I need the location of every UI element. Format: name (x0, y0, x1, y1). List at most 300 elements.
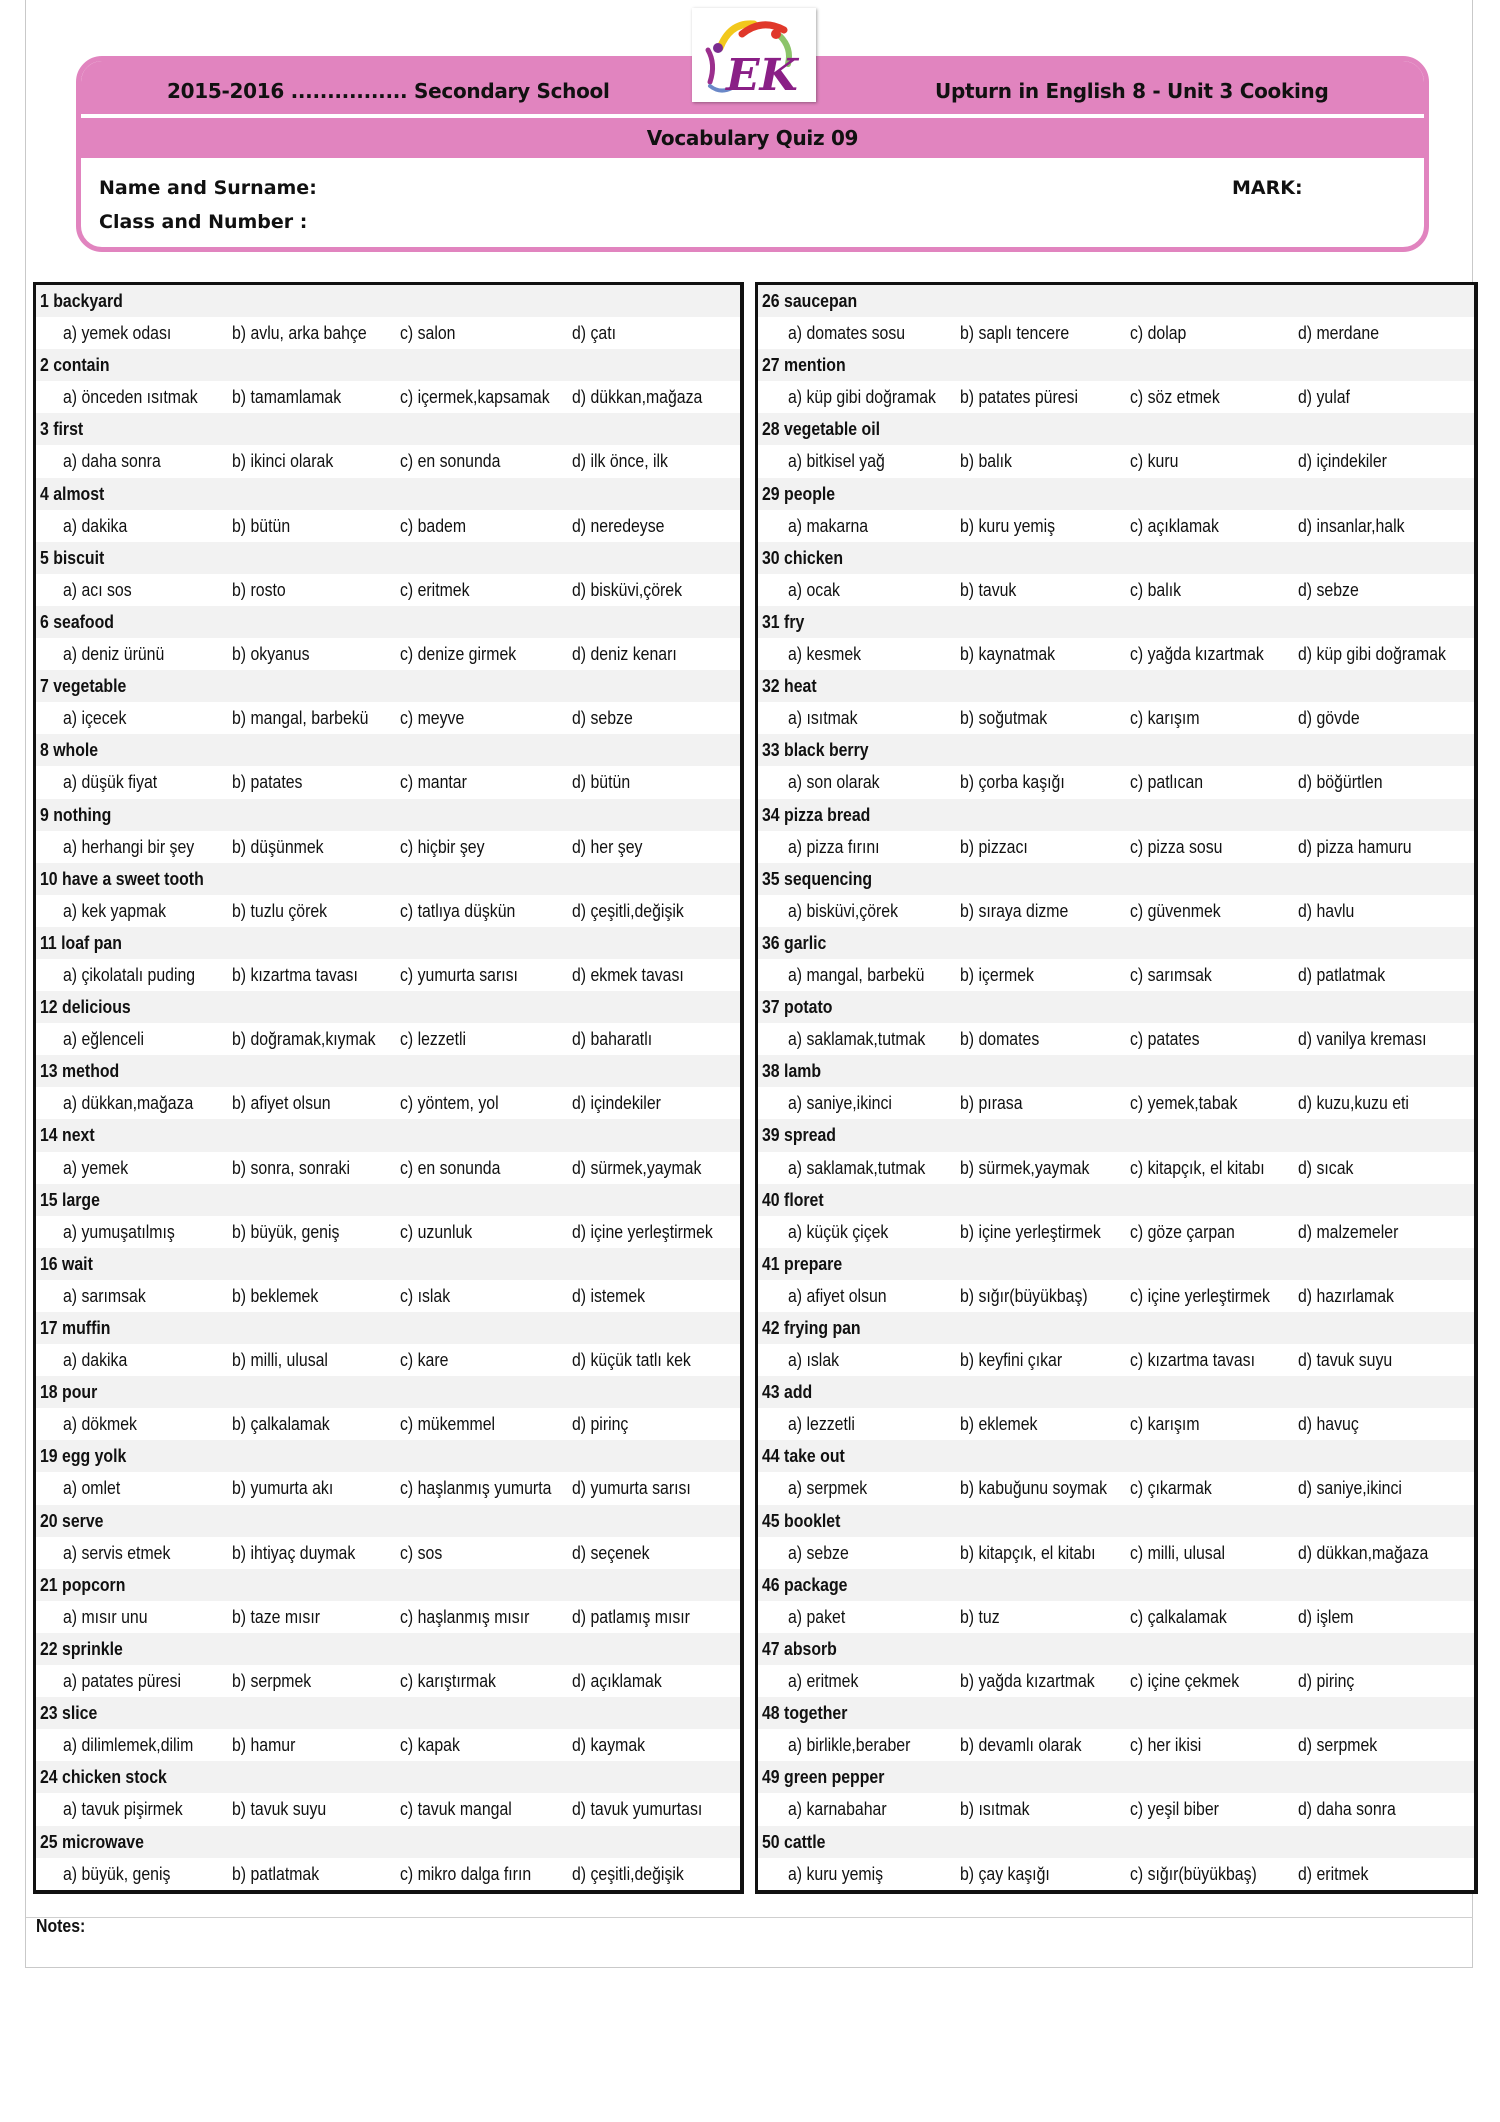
question-row (36, 927, 740, 959)
option-b[interactable]: b) kaynatmak (960, 644, 1056, 665)
question-word (760, 734, 883, 766)
option-a[interactable]: a) ıslak (788, 1350, 840, 1371)
option-a[interactable]: a) pizza fırını (788, 836, 880, 857)
options-row (758, 381, 1474, 413)
option-a[interactable]: a) mısır unu (63, 1606, 148, 1627)
option-d[interactable]: d) kuzu,kuzu eti (1298, 1093, 1409, 1114)
option-a[interactable]: a) tavuk pişirmek (63, 1799, 183, 1820)
options-row (758, 959, 1474, 991)
question-word (760, 1697, 859, 1729)
mark-label: MARK: (1232, 177, 1303, 199)
question-row (758, 1569, 1474, 1601)
option-d[interactable]: d) böğürtlen (1298, 772, 1383, 793)
option-d[interactable]: d) bisküvi,çörek (572, 579, 683, 600)
option-b[interactable]: b) saplı tencere (960, 323, 1070, 344)
option-c[interactable]: c) her ikisi (1130, 1735, 1202, 1756)
option-b[interactable]: b) yumurta akı (232, 1478, 334, 1499)
option-a[interactable]: a) dakika (63, 1350, 128, 1371)
options-row (758, 1152, 1474, 1184)
option-c[interactable]: c) kızartma tavası (1130, 1350, 1255, 1371)
option-a[interactable]: a) ocak (788, 579, 840, 600)
option-c[interactable]: c) lezzetli (400, 1029, 467, 1050)
question-number: 47 (762, 1638, 780, 1659)
option-a[interactable]: a) sebze (788, 1542, 849, 1563)
question-row (758, 863, 1474, 895)
option-d[interactable]: d) yulaf (1298, 387, 1350, 408)
question-row (36, 734, 740, 766)
option-d[interactable]: d) içindekiler (572, 1093, 661, 1114)
option-b[interactable]: b) tuz (960, 1606, 1000, 1627)
question-term: contain (53, 355, 110, 376)
option-b[interactable]: b) çorba kaşığı (960, 772, 1065, 793)
option-d[interactable]: d) sebze (1298, 579, 1359, 600)
option-b[interactable]: b) hamur (232, 1735, 296, 1756)
question-word (760, 1505, 851, 1537)
option-b[interactable]: b) pizzacı (960, 836, 1028, 857)
option-b[interactable]: b) patlatmak (232, 1863, 320, 1884)
option-c[interactable]: c) yeşil biber (1130, 1799, 1219, 1820)
option-c[interactable]: c) en sonunda (400, 1157, 501, 1178)
question-word (38, 1633, 134, 1665)
option-a[interactable]: a) mangal, barbekü (788, 964, 925, 985)
question-word (38, 1505, 112, 1537)
option-a[interactable]: a) yumuşatılmış (63, 1221, 175, 1242)
option-d[interactable]: d) her şey (572, 836, 643, 857)
option-c[interactable]: c) içermek,kapsamak (400, 387, 550, 408)
option-a[interactable]: a) kuru yemiş (788, 1863, 884, 1884)
option-d[interactable]: d) dükkan,mağaza (1298, 1542, 1429, 1563)
question-word (38, 863, 226, 895)
option-a[interactable]: a) serpmek (788, 1478, 868, 1499)
option-d[interactable]: d) vanilya kreması (1298, 1029, 1427, 1050)
option-a[interactable]: a) küçük çiçek (788, 1221, 889, 1242)
option-c[interactable]: c) mikro dalga fırın (400, 1863, 532, 1884)
option-c[interactable]: c) mükemmel (400, 1414, 496, 1435)
option-b[interactable]: b) afiyet olsun (232, 1093, 331, 1114)
option-d[interactable]: d) çeşitli,değişik (572, 900, 684, 921)
option-a[interactable]: a) daha sonra (63, 451, 161, 472)
option-d[interactable]: d) pizza hamuru (1298, 836, 1412, 857)
option-d[interactable]: d) pirinç (572, 1414, 629, 1435)
option-b[interactable]: b) tamamlamak (232, 387, 342, 408)
option-c[interactable]: c) patlıcan (1130, 772, 1204, 793)
notes-divider (26, 1917, 1473, 1918)
option-a[interactable]: a) paket (788, 1606, 846, 1627)
question-word (38, 991, 143, 1023)
options-row (758, 317, 1474, 349)
option-c[interactable]: c) sığır(büyükbaş) (1130, 1863, 1257, 1884)
option-c[interactable]: c) salon (400, 323, 456, 344)
question-word (38, 478, 113, 510)
option-a[interactable]: a) omlet (63, 1478, 121, 1499)
option-b[interactable]: b) ihtiyaç duymak (232, 1542, 356, 1563)
option-a[interactable]: a) yemek (63, 1157, 129, 1178)
question-term: chicken stock (62, 1767, 167, 1788)
option-b[interactable]: b) tavuk suyu (232, 1799, 327, 1820)
question-number: 30 (762, 547, 780, 568)
option-d[interactable]: d) seçenek (572, 1542, 650, 1563)
question-number: 43 (762, 1382, 780, 1403)
option-a[interactable]: a) karnabahar (788, 1799, 887, 1820)
question-word (760, 285, 870, 317)
option-b[interactable]: b) avlu, arka bahçe (232, 323, 367, 344)
option-c[interactable]: c) karıştırmak (400, 1671, 496, 1692)
option-d[interactable]: d) patlamış mısır (572, 1606, 690, 1627)
question-word (38, 1761, 184, 1793)
option-a[interactable]: a) sarımsak (63, 1285, 146, 1306)
options-row (758, 702, 1474, 734)
option-c[interactable]: c) sos (400, 1542, 443, 1563)
question-word (760, 1633, 847, 1665)
question-term: wait (62, 1253, 93, 1274)
option-b[interactable]: b) tuzlu çörek (232, 900, 328, 921)
question-row (36, 991, 740, 1023)
option-a[interactable]: a) dökmek (63, 1414, 137, 1435)
options-row (36, 1087, 740, 1119)
option-a[interactable]: a) deniz ürünü (63, 644, 165, 665)
option-b[interactable]: b) sonra, sonraki (232, 1157, 350, 1178)
options-row (758, 1023, 1474, 1055)
option-d[interactable]: d) kaymak (572, 1735, 646, 1756)
option-a[interactable]: a) içecek (63, 708, 127, 729)
question-word (38, 1119, 102, 1151)
option-a[interactable]: a) lezzetli (788, 1414, 855, 1435)
option-b[interactable]: b) patates (232, 772, 303, 793)
question-number: 2 (40, 355, 49, 376)
question-word (38, 1569, 137, 1601)
option-c[interactable]: c) yumurta sarısı (400, 964, 518, 985)
question-term: potato (784, 997, 833, 1018)
option-c[interactable]: c) milli, ulusal (1130, 1542, 1226, 1563)
question-row (758, 799, 1474, 831)
option-d[interactable]: d) ekmek tavası (572, 964, 684, 985)
option-a[interactable]: a) saniye,ikinci (788, 1093, 892, 1114)
options-row (758, 1601, 1474, 1633)
question-row (36, 542, 740, 574)
option-c[interactable]: c) en sonunda (400, 451, 501, 472)
option-d[interactable]: d) neredeyse (572, 515, 665, 536)
option-b[interactable]: b) ısıtmak (960, 1799, 1030, 1820)
question-term: popcorn (62, 1574, 126, 1595)
option-c[interactable]: c) sarımsak (1130, 964, 1212, 985)
option-d[interactable]: d) içine yerleştirmek (572, 1221, 713, 1242)
option-d[interactable]: d) yumurta sarısı (572, 1478, 691, 1499)
option-a[interactable]: a) yemek odası (63, 323, 172, 344)
option-b[interactable]: b) pırasa (960, 1093, 1023, 1114)
question-number: 16 (40, 1253, 58, 1274)
question-row (36, 1055, 740, 1087)
question-number: 32 (762, 676, 780, 697)
question-term: nothing (53, 804, 112, 825)
question-word (760, 606, 810, 638)
question-term: saucepan (784, 291, 858, 311)
option-a[interactable]: a) dükkan,mağaza (63, 1093, 194, 1114)
question-term: muffin (62, 1318, 111, 1338)
question-number: 22 (40, 1638, 58, 1659)
option-c[interactable]: c) uzunluk (400, 1221, 473, 1242)
option-a[interactable]: a) dakika (63, 515, 128, 536)
option-d[interactable]: d) daha sonra (1298, 1799, 1396, 1820)
options-row (36, 1152, 740, 1184)
option-c[interactable]: c) denize girmek (400, 644, 517, 665)
option-a[interactable]: a) son olarak (788, 772, 880, 793)
question-row (758, 1761, 1474, 1793)
question-number: 29 (762, 483, 780, 504)
question-number: 19 (40, 1446, 58, 1467)
options-row (758, 1537, 1474, 1569)
option-d[interactable]: d) havlu (1298, 900, 1355, 921)
option-a[interactable]: a) kek yapmak (63, 900, 167, 921)
option-b[interactable]: b) rosto (232, 579, 286, 600)
option-b[interactable]: b) domates (960, 1029, 1040, 1050)
option-d[interactable]: d) havuç (1298, 1414, 1359, 1435)
option-b[interactable]: b) sıraya dizme (960, 900, 1069, 921)
option-c[interactable]: c) mantar (400, 772, 467, 793)
option-a[interactable]: a) birlikle,beraber (788, 1735, 911, 1756)
option-d[interactable]: d) açıklamak (572, 1671, 662, 1692)
question-word (760, 927, 835, 959)
option-b[interactable]: b) bütün (232, 515, 291, 536)
question-number: 49 (762, 1767, 780, 1788)
question-number: 39 (762, 1125, 780, 1146)
option-c[interactable]: c) kare (400, 1350, 449, 1371)
option-b[interactable]: b) içermek (960, 964, 1034, 985)
option-a[interactable]: a) büyük, geniş (63, 1863, 171, 1884)
options-row (36, 317, 740, 349)
option-a[interactable]: a) çikolatalı puding (63, 964, 196, 985)
option-a[interactable]: a) patates püresi (63, 1671, 181, 1692)
option-c[interactable]: c) çalkalamak (1130, 1606, 1227, 1627)
option-c[interactable]: c) söz etmek (1130, 387, 1220, 408)
option-b[interactable]: b) içine yerleştirmek (960, 1221, 1101, 1242)
question-row (36, 1376, 740, 1408)
option-c[interactable]: c) içine yerleştirmek (1130, 1285, 1270, 1306)
option-b[interactable]: b) mangal, barbekü (232, 708, 369, 729)
ek-logo (692, 8, 816, 102)
question-number: 36 (762, 932, 780, 953)
options-row (758, 831, 1474, 863)
option-b[interactable]: b) taze mısır (232, 1606, 321, 1627)
option-c[interactable]: c) göze çarpan (1130, 1221, 1235, 1242)
option-d[interactable]: d) saniye,ikinci (1298, 1478, 1402, 1499)
option-c[interactable]: c) pizza sosu (1130, 836, 1223, 857)
options-row (36, 1216, 740, 1248)
question-number: 23 (40, 1703, 58, 1724)
option-c[interactable]: c) açıklamak (1130, 515, 1219, 536)
option-a[interactable]: a) düşük fiyat (63, 772, 158, 793)
options-row (758, 1216, 1474, 1248)
option-b[interactable]: b) çay kaşığı (960, 1863, 1050, 1884)
option-c[interactable]: c) yöntem, yol (400, 1093, 499, 1114)
option-b[interactable]: b) çalkalamak (232, 1414, 330, 1435)
question-word (38, 799, 121, 831)
option-d[interactable]: d) merdane (1298, 323, 1380, 344)
option-b[interactable]: b) sığır(büyükbaş) (960, 1285, 1088, 1306)
option-a[interactable]: a) kesmek (788, 644, 862, 665)
option-b[interactable]: b) kabuğunu soymak (960, 1478, 1108, 1499)
option-d[interactable]: d) insanlar,halk (1298, 515, 1405, 536)
option-a[interactable]: a) dilimlemek,dilim (63, 1735, 194, 1756)
question-term: almost (53, 483, 105, 504)
option-d[interactable]: d) pirinç (1298, 1671, 1355, 1692)
question-term: people (784, 483, 836, 504)
option-a[interactable]: a) bisküvi,çörek (788, 900, 899, 921)
option-b[interactable]: b) devamlı olarak (960, 1735, 1082, 1756)
option-d[interactable]: d) küçük tatlı kek (572, 1350, 691, 1371)
option-b[interactable]: b) yağda kızartmak (960, 1671, 1095, 1692)
option-b[interactable]: b) sürmek,yaymak (960, 1157, 1090, 1178)
option-c[interactable]: c) yağda kızartmak (1130, 644, 1264, 665)
option-d[interactable]: d) işlem (1298, 1606, 1354, 1627)
option-d[interactable]: d) bütün (572, 772, 631, 793)
option-a[interactable]: a) acı sos (63, 579, 132, 600)
options-row (758, 445, 1474, 477)
option-b[interactable]: b) serpmek (232, 1671, 312, 1692)
option-a[interactable]: a) afiyet olsun (788, 1285, 887, 1306)
option-d[interactable]: d) içindekiler (1298, 451, 1387, 472)
option-b[interactable]: b) patates püresi (960, 387, 1078, 408)
question-number: 5 (40, 547, 49, 568)
option-c[interactable]: c) yemek,tabak (1130, 1093, 1238, 1114)
option-a[interactable]: a) servis etmek (63, 1542, 171, 1563)
question-row (36, 1505, 740, 1537)
option-c[interactable]: c) kapak (400, 1735, 460, 1756)
questions-table-right (755, 282, 1478, 1894)
option-c[interactable]: c) kuru (1130, 451, 1179, 472)
option-d[interactable]: d) sıcak (1298, 1157, 1354, 1178)
option-b[interactable]: b) tavuk (960, 579, 1017, 600)
option-c[interactable]: c) çıkarmak (1130, 1478, 1212, 1499)
options-row (36, 574, 740, 606)
question-word (760, 1055, 829, 1087)
option-d[interactable]: d) küp gibi doğramak (1298, 644, 1446, 665)
option-c[interactable]: c) meyve (400, 708, 465, 729)
option-d[interactable]: d) çeşitli,değişik (572, 1863, 684, 1884)
option-d[interactable]: d) istemek (572, 1285, 646, 1306)
question-row (36, 1826, 740, 1858)
option-d[interactable]: d) baharatlı (572, 1029, 653, 1050)
question-word (760, 542, 854, 574)
option-d[interactable]: d) patlatmak (1298, 964, 1386, 985)
option-a[interactable]: a) ısıtmak (788, 708, 858, 729)
option-b[interactable]: b) düşünmek (232, 836, 324, 857)
course-title: Upturn in English 8 - Unit 3 Cooking (935, 79, 1329, 103)
option-b[interactable]: b) eklemek (960, 1414, 1038, 1435)
question-term: frying pan (784, 1318, 861, 1338)
option-c[interactable]: c) haşlanmış yumurta (400, 1478, 552, 1499)
option-d[interactable]: d) serpmek (1298, 1735, 1378, 1756)
option-b[interactable]: b) büyük, geniş (232, 1221, 340, 1242)
option-d[interactable]: d) malzemeler (1298, 1221, 1399, 1242)
question-term: delicious (62, 997, 131, 1018)
option-a[interactable]: a) önceden ısıtmak (63, 387, 198, 408)
option-b[interactable]: b) keyfini çıkar (960, 1350, 1063, 1371)
option-a[interactable]: a) saklamak,tutmak (788, 1029, 926, 1050)
options-row (758, 574, 1474, 606)
question-term: booklet (784, 1510, 841, 1531)
option-a[interactable]: a) domates sosu (788, 323, 906, 344)
options-row (758, 1087, 1474, 1119)
question-row (36, 1633, 740, 1665)
option-a[interactable]: a) küp gibi doğramak (788, 387, 936, 408)
option-a[interactable]: a) makarna (788, 515, 869, 536)
option-c[interactable]: c) badem (400, 515, 467, 536)
question-word (38, 1440, 138, 1472)
option-b[interactable]: b) kuru yemiş (960, 515, 1056, 536)
option-c[interactable]: c) tavuk mangal (400, 1799, 512, 1820)
option-a[interactable]: a) eritmek (788, 1671, 859, 1692)
question-number: 25 (40, 1831, 58, 1852)
option-c[interactable]: c) karışım (1130, 1414, 1200, 1435)
option-a[interactable]: a) bitkisel yağ (788, 451, 885, 472)
option-a[interactable]: a) saklamak,tutmak (788, 1157, 926, 1178)
option-b[interactable]: b) beklemek (232, 1285, 319, 1306)
option-b[interactable]: b) milli, ulusal (232, 1350, 328, 1371)
option-d[interactable]: d) tavuk yumurtası (572, 1799, 703, 1820)
option-b[interactable]: b) kitapçık, el kitabı (960, 1542, 1096, 1563)
option-b[interactable]: b) okyanus (232, 644, 310, 665)
option-c[interactable]: c) haşlanmış mısır (400, 1606, 530, 1627)
option-d[interactable]: d) hazırlamak (1298, 1285, 1394, 1306)
option-a[interactable]: a) eğlenceli (63, 1029, 145, 1050)
option-d[interactable]: d) deniz kenarı (572, 644, 677, 665)
question-term: prepare (784, 1253, 843, 1274)
option-c[interactable]: c) patates (1130, 1029, 1200, 1050)
question-row (36, 478, 740, 510)
question-term: together (784, 1703, 848, 1724)
option-c[interactable]: c) balık (1130, 579, 1182, 600)
question-word (38, 285, 134, 317)
option-c[interactable]: c) içine çekmek (1130, 1671, 1240, 1692)
option-d[interactable]: d) eritmek (1298, 1863, 1369, 1884)
option-b[interactable]: b) kızartma tavası (232, 964, 358, 985)
question-number: 38 (762, 1061, 780, 1082)
option-b[interactable]: b) doğramak,kıymak (232, 1029, 376, 1050)
option-d[interactable]: d) tavuk suyu (1298, 1350, 1393, 1371)
question-term: microwave (62, 1831, 144, 1852)
option-d[interactable]: d) ilk önce, ilk (572, 451, 668, 472)
option-c[interactable]: c) ıslak (400, 1285, 451, 1306)
option-d[interactable]: d) sebze (572, 708, 633, 729)
option-b[interactable]: b) ikinci olarak (232, 451, 334, 472)
option-c[interactable]: c) kitapçık, el kitabı (1130, 1157, 1265, 1178)
option-d[interactable]: d) gövde (1298, 708, 1360, 729)
option-c[interactable]: c) eritmek (400, 579, 470, 600)
question-word (38, 734, 106, 766)
question-term: next (62, 1125, 95, 1146)
option-c[interactable]: c) karışım (1130, 708, 1200, 729)
option-c[interactable]: c) tatlıya düşkün (400, 900, 516, 921)
option-a[interactable]: a) herhangi bir şey (63, 836, 195, 857)
question-number: 11 (40, 932, 57, 953)
question-row (36, 606, 740, 638)
option-d[interactable]: d) sürmek,yaymak (572, 1157, 702, 1178)
question-word (38, 413, 89, 445)
options-row (36, 1858, 740, 1890)
option-d[interactable]: d) dükkan,mağaza (572, 387, 703, 408)
options-row (36, 1729, 740, 1761)
option-c[interactable]: c) güvenmek (1130, 900, 1221, 921)
option-c[interactable]: c) hiçbir şey (400, 836, 485, 857)
option-b[interactable]: b) soğutmak (960, 708, 1048, 729)
option-d[interactable]: d) çatı (572, 323, 617, 344)
option-c[interactable]: c) dolap (1130, 323, 1187, 344)
option-b[interactable]: b) balık (960, 451, 1012, 472)
options-row (36, 702, 740, 734)
ek-logo-icon (692, 8, 816, 102)
options-row (758, 1793, 1474, 1825)
question-number: 31 (762, 611, 780, 632)
